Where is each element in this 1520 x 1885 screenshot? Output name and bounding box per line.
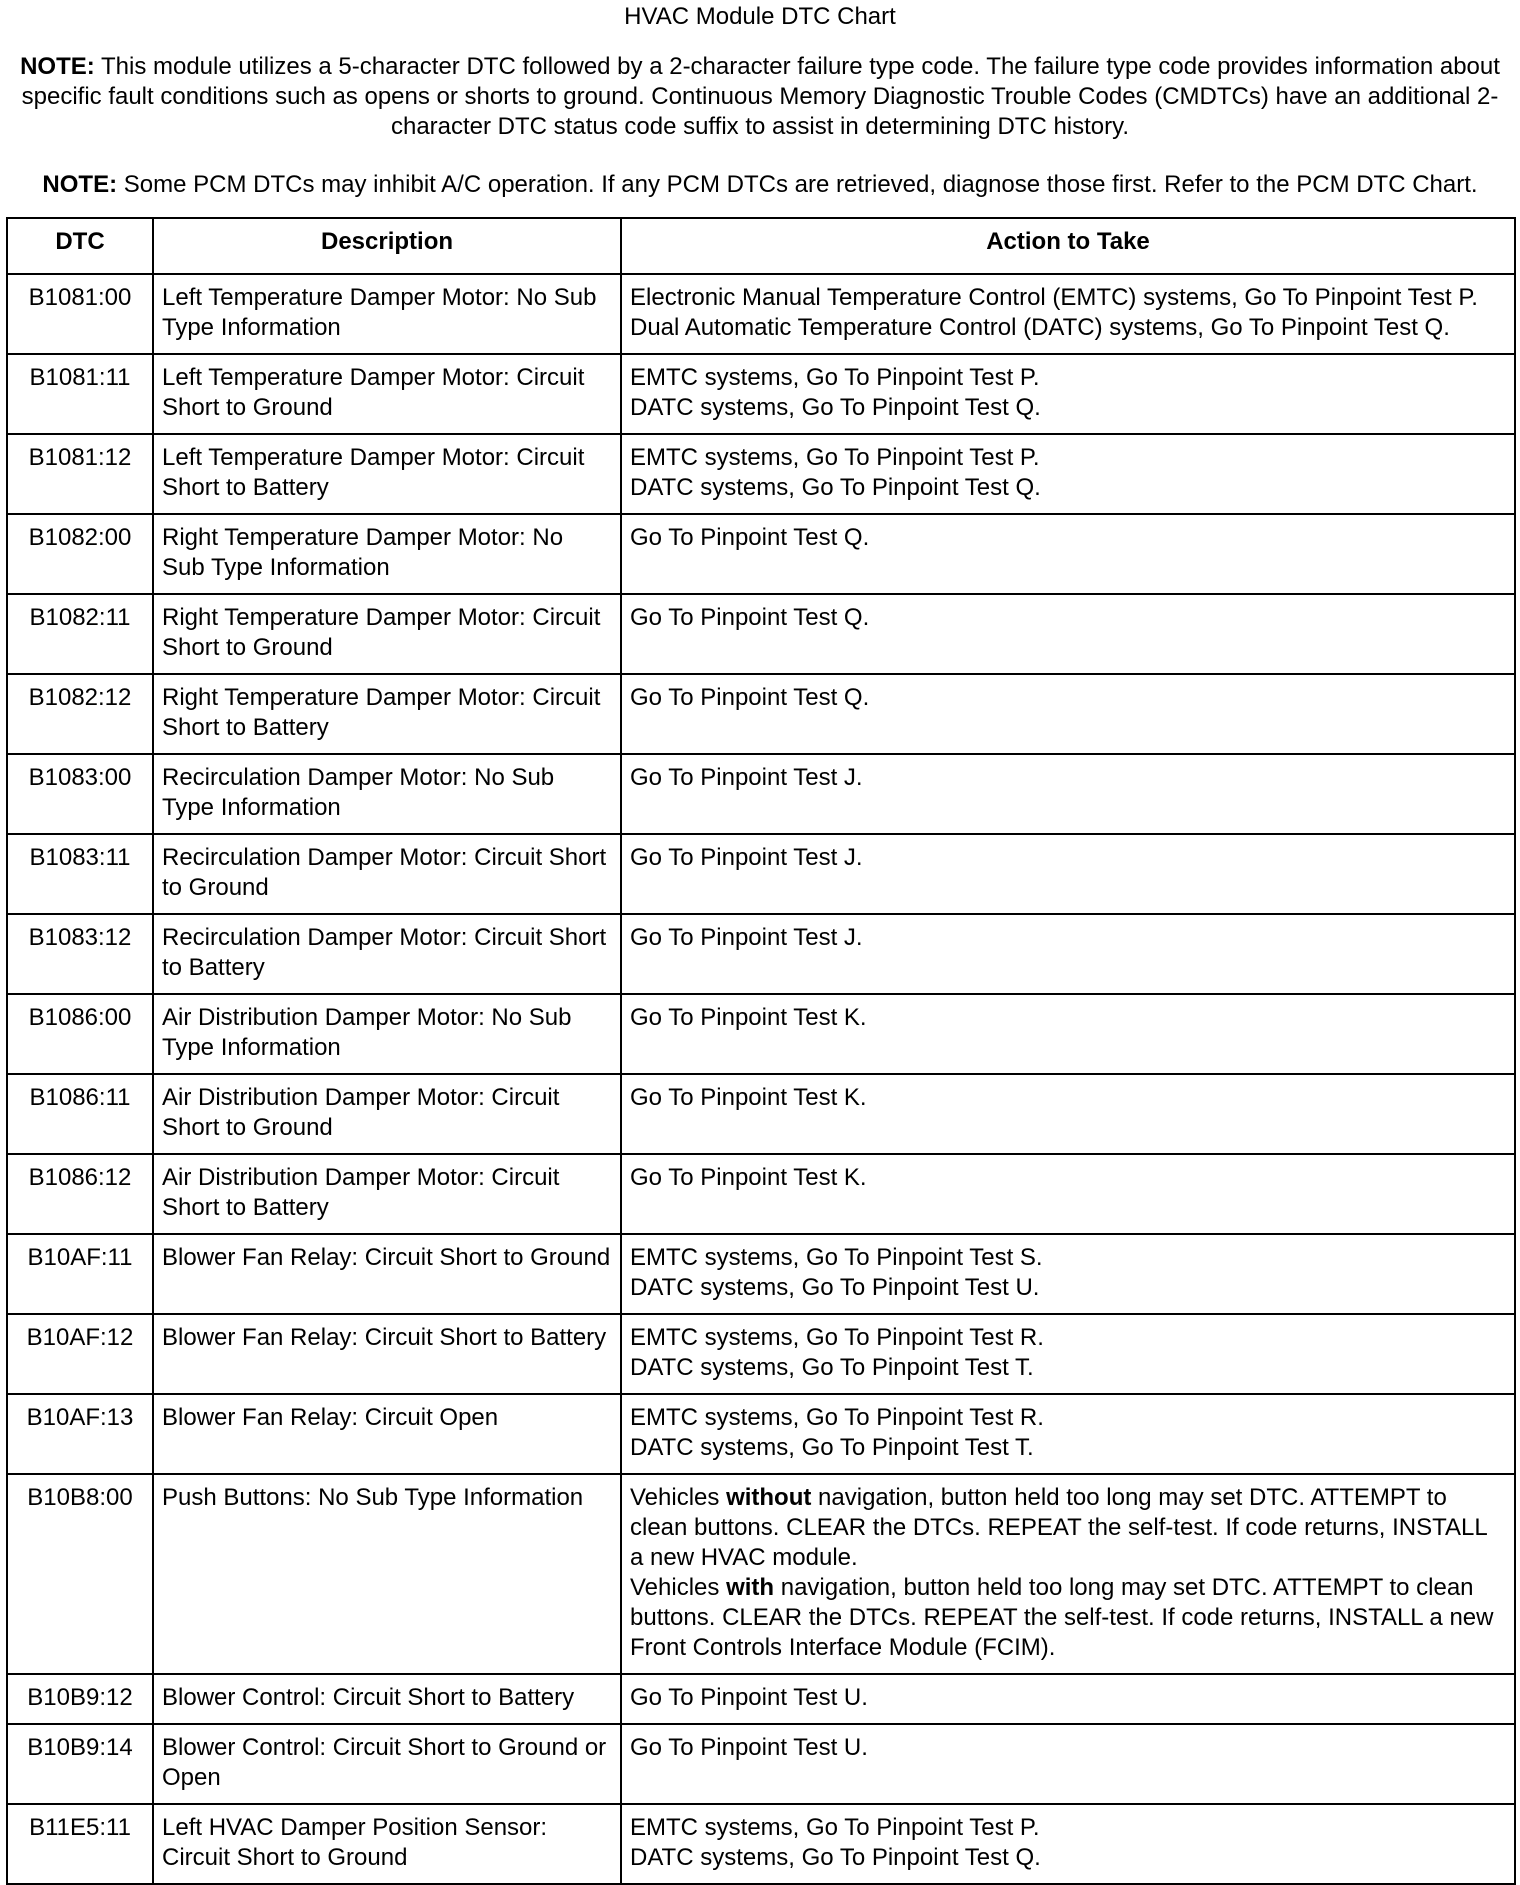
dtc-action (621, 1154, 1515, 1234)
table-row (7, 1234, 1515, 1314)
table-row (7, 914, 1515, 994)
dtc-table (6, 217, 1516, 1885)
dtc-description: Recirculation Damper Motor: Circuit Short to Ground (153, 834, 621, 914)
table-row (7, 514, 1515, 594)
dtc-description: Air Distribution Damper Motor: Circuit Short to Battery (153, 1154, 621, 1234)
action-line (630, 1573, 1506, 1663)
dtc-description: Left Temperature Damper Motor: Circuit Short to Battery (153, 434, 621, 514)
dtc-code: B10AF:12 (7, 1314, 153, 1394)
table-row (7, 434, 1515, 514)
action-line: EMTC systems, Go To Pinpoint Test R. (630, 1324, 1044, 1351)
dtc-action (621, 1674, 1515, 1724)
dtc-code: B1086:11 (7, 1074, 153, 1154)
note-format (10, 52, 1510, 142)
dtc-code: B1082:12 (7, 674, 153, 754)
dtc-description: Recirculation Damper Motor: No Sub Type Information (153, 754, 621, 834)
table-row (7, 1474, 1515, 1674)
action-text: Vehicles (630, 1574, 727, 1601)
dtc-action (621, 1804, 1515, 1884)
action-line: EMTC systems, Go To Pinpoint Test P. (630, 444, 1040, 471)
table-row (7, 1394, 1515, 1474)
dtc-action (621, 1234, 1515, 1314)
dtc-code: B1083:00 (7, 754, 153, 834)
dtc-code: B1083:12 (7, 914, 153, 994)
action-line: Go To Pinpoint Test J. (630, 764, 863, 791)
dtc-action (621, 1394, 1515, 1474)
action-line: EMTC systems, Go To Pinpoint Test S. (630, 1244, 1043, 1271)
dtc-code: B1082:11 (7, 594, 153, 674)
action-line: DATC systems, Go To Pinpoint Test T. (630, 1354, 1034, 1381)
action-line: DATC systems, Go To Pinpoint Test T. (630, 1434, 1034, 1461)
action-line: Go To Pinpoint Test J. (630, 844, 863, 871)
dtc-description: Right Temperature Damper Motor: No Sub Type Information (153, 514, 621, 594)
dtc-description: Blower Control: Circuit Short to Ground or Open (153, 1724, 621, 1804)
dtc-action (621, 1314, 1515, 1394)
action-text: Vehicles (630, 1484, 727, 1511)
dtc-description: Blower Control: Circuit Short to Battery (153, 1674, 621, 1724)
table-row (7, 754, 1515, 834)
table-row (7, 1804, 1515, 1884)
table-row (7, 1674, 1515, 1724)
action-line: Go To Pinpoint Test U. (630, 1684, 868, 1711)
table-row (7, 834, 1515, 914)
dtc-code: B1086:12 (7, 1154, 153, 1234)
table-row (7, 1724, 1515, 1804)
table-row (7, 1074, 1515, 1154)
action-line: EMTC systems, Go To Pinpoint Test R. (630, 1404, 1044, 1431)
note-label: NOTE: (42, 171, 118, 198)
dtc-code: B11E5:11 (7, 1804, 153, 1884)
dtc-action (621, 754, 1515, 834)
note-text: Some PCM DTCs may inhibit A/C operation. If any PCM DTCs are retrieved, diagnose those first. Refer to the PCM DTC Chart. (117, 171, 1478, 198)
action-line: Go To Pinpoint Test Q. (630, 604, 870, 631)
action-line: Dual Automatic Temperature Control (DATC) systems, Go To Pinpoint Test Q. (630, 314, 1450, 341)
dtc-code: B1081:12 (7, 434, 153, 514)
dtc-description: Push Buttons: No Sub Type Information (153, 1474, 621, 1674)
page-title: HVAC Module DTC Chart (624, 3, 896, 30)
note-label: NOTE: (20, 53, 95, 80)
table-body (7, 274, 1515, 1884)
dtc-action (621, 274, 1515, 354)
action-line (630, 1483, 1506, 1573)
dtc-action (621, 514, 1515, 594)
action-text: navigation, button held too long may set DTC. ATTEMPT to clean buttons. CLEAR the DTCs. REPEAT the self-test. If code returns, INSTALL a new HVAC module. (630, 1484, 1487, 1571)
action-line: DATC systems, Go To Pinpoint Test Q. (630, 1844, 1041, 1871)
dtc-description: Right Temperature Damper Motor: Circuit Short to Ground (153, 594, 621, 674)
action-emphasis: with (726, 1574, 775, 1601)
action-emphasis: without (726, 1484, 812, 1511)
dtc-action (621, 594, 1515, 674)
dtc-code: B1086:00 (7, 994, 153, 1074)
dtc-action (621, 1724, 1515, 1804)
dtc-code: B1081:00 (7, 274, 153, 354)
table-row (7, 994, 1515, 1074)
dtc-code: B10AF:13 (7, 1394, 153, 1474)
note-text: This module utilizes a 5-character DTC followed by a 2-character failure type code. The failure type code provides information about specific fault conditions such as opens or shorts to ground. Continuous Memory Diagnostic Trouble Codes (CMDTCs) have an additional 2-character DTC status code suffix to assist in determining DTC history. (21, 53, 1500, 140)
dtc-code: B10B9:14 (7, 1724, 153, 1804)
dtc-code: B1083:11 (7, 834, 153, 914)
action-line: Go To Pinpoint Test U. (630, 1734, 868, 1761)
dtc-description: Left Temperature Damper Motor: Circuit Short to Ground (153, 354, 621, 434)
action-line: DATC systems, Go To Pinpoint Test Q. (630, 474, 1041, 501)
action-line: Go To Pinpoint Test J. (630, 924, 863, 951)
action-line: DATC systems, Go To Pinpoint Test U. (630, 1274, 1040, 1301)
table-row (7, 1314, 1515, 1394)
action-line: EMTC systems, Go To Pinpoint Test P. (630, 1814, 1040, 1841)
dtc-action (621, 914, 1515, 994)
dtc-code: B10B8:00 (7, 1474, 153, 1674)
dtc-action (621, 354, 1515, 434)
dtc-action (621, 674, 1515, 754)
action-line: Go To Pinpoint Test Q. (630, 524, 870, 551)
table-row (7, 594, 1515, 674)
table-row (7, 1154, 1515, 1234)
dtc-code: B1081:11 (7, 354, 153, 434)
dtc-action (621, 994, 1515, 1074)
action-line: Go To Pinpoint Test K. (630, 1164, 867, 1191)
table-row (7, 674, 1515, 754)
dtc-description: Air Distribution Damper Motor: No Sub Type Information (153, 994, 621, 1074)
table-row (7, 274, 1515, 354)
dtc-action (621, 434, 1515, 514)
table-row (7, 354, 1515, 434)
dtc-action (621, 1474, 1515, 1674)
dtc-code: B1082:00 (7, 514, 153, 594)
dtc-description: Blower Fan Relay: Circuit Short to Battery (153, 1314, 621, 1394)
dtc-action (621, 1074, 1515, 1154)
dtc-description: Right Temperature Damper Motor: Circuit Short to Battery (153, 674, 621, 754)
action-line: Go To Pinpoint Test K. (630, 1004, 867, 1031)
action-line: Go To Pinpoint Test K. (630, 1084, 867, 1111)
header-dtc: DTC (7, 218, 153, 274)
dtc-description: Left Temperature Damper Motor: No Sub Type Information (153, 274, 621, 354)
header-action: Action to Take (621, 218, 1515, 274)
action-line: Electronic Manual Temperature Control (EMTC) systems, Go To Pinpoint Test P. (630, 284, 1478, 311)
action-line: DATC systems, Go To Pinpoint Test Q. (630, 394, 1041, 421)
dtc-description: Blower Fan Relay: Circuit Short to Ground (153, 1234, 621, 1314)
header-description: Description (153, 218, 621, 274)
action-line: Go To Pinpoint Test Q. (630, 684, 870, 711)
dtc-description: Air Distribution Damper Motor: Circuit Short to Ground (153, 1074, 621, 1154)
action-text: navigation, button held too long may set DTC. ATTEMPT to clean buttons. CLEAR the DTCs. REPEAT the self-test. If code returns, INSTALL a new Front Controls Interface Module (FCIM). (630, 1574, 1494, 1661)
note-pcm (10, 170, 1510, 200)
dtc-description: Recirculation Damper Motor: Circuit Short to Battery (153, 914, 621, 994)
dtc-code: B10AF:11 (7, 1234, 153, 1314)
dtc-description: Blower Fan Relay: Circuit Open (153, 1394, 621, 1474)
action-line: EMTC systems, Go To Pinpoint Test P. (630, 364, 1040, 391)
dtc-description: Left HVAC Damper Position Sensor: Circuit Short to Ground (153, 1804, 621, 1884)
dtc-action (621, 834, 1515, 914)
table-header-row (7, 218, 1515, 274)
dtc-code: B10B9:12 (7, 1674, 153, 1724)
